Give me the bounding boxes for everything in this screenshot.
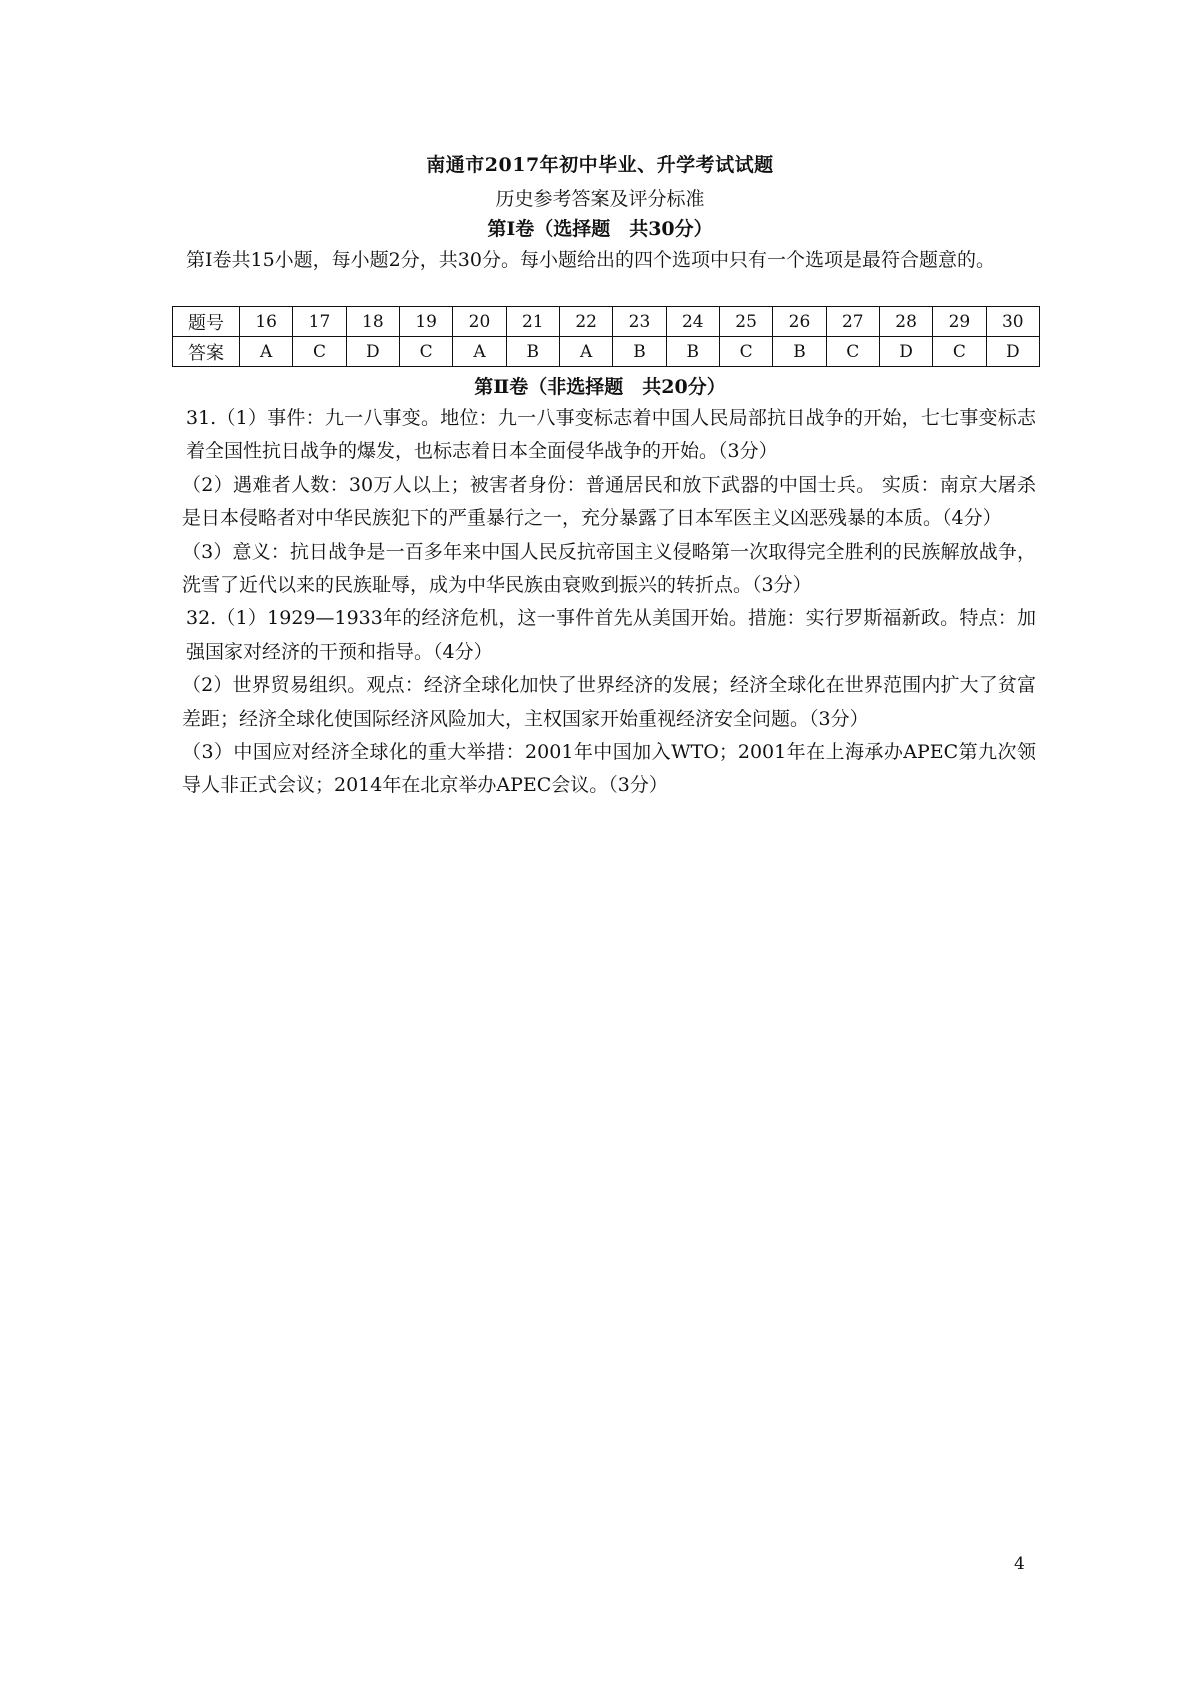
- answer-paragraph: 32.（1）1929—1933年的经济危机，这一事件首先从美国开始。措施：实行罗斯福新政。特点：加强国家对经济的干预和指导。（4分）: [186, 607, 1036, 663]
- table-cell-answer: C: [933, 337, 986, 367]
- table-cell-answer: D: [346, 337, 399, 367]
- table-cell-number: 17: [293, 307, 346, 337]
- table-cell-number: 24: [666, 307, 719, 337]
- table-row-numbers: [173, 307, 1040, 337]
- table-cell-number: 20: [453, 307, 506, 337]
- document-subtitle: 历史参考答案及评分标准: [495, 188, 705, 210]
- table-cell-number: 22: [559, 307, 612, 337]
- part2-answers: [182, 402, 1036, 803]
- table-cell-number: 19: [399, 307, 452, 337]
- table-cell-answer: B: [773, 337, 826, 367]
- table-cell-answer: C: [399, 337, 452, 367]
- part2-title: 第Ⅱ卷（非选择题 共20分）: [474, 376, 726, 398]
- table-cell-answer: A: [559, 337, 612, 367]
- document-title: 南通市2017年初中毕业、升学考试试题: [426, 154, 774, 176]
- table-cell-number: 25: [719, 307, 772, 337]
- answer-paragraph: （2）世界贸易组织。观点：经济全球化加快了世界经济的发展；经济全球化在世界范围内扩大了贫富差距；经济全球化使国际经济风险加大，主权国家开始重视经济安全问题。（3分）: [182, 674, 1036, 730]
- part1-title: 第Ⅰ卷（选择题 共30分）: [487, 218, 713, 240]
- table-cell-number: 16: [240, 307, 293, 337]
- table-cell-number: 28: [879, 307, 932, 337]
- table-cell-number: 27: [826, 307, 879, 337]
- answer-paragraph: （3）意义：抗日战争是一百多年来中国人民反抗帝国主义侵略第一次取得完全胜利的民族解放战争，洗雪了近代以来的民族耻辱，成为中华民族由衰败到振兴的转折点。（3分）: [182, 540, 1036, 597]
- page-number: 4: [1014, 1554, 1025, 1574]
- answer-paragraph: 31.（1）事件：九一八事变。地位：九一八事变标志着中国人民局部抗日战争的开始，七七事变标志着全国性抗日战争的爆发，也标志着日本全面侵华战争的开始。（3分）: [186, 407, 1036, 463]
- answer-table: [172, 306, 1040, 367]
- table-cell-answer: C: [719, 337, 772, 367]
- table-cell-answer: C: [826, 337, 879, 367]
- table-cell-answer: B: [506, 337, 559, 367]
- table-cell-number: 21: [506, 307, 559, 337]
- table-row-label: 答案: [173, 337, 240, 367]
- table-row-answers: [173, 337, 1040, 367]
- table-cell-answer: A: [240, 337, 293, 367]
- table-cell-answer: D: [879, 337, 932, 367]
- answer-paragraph: （3）中国应对经济全球化的重大举措：2001年中国加入WTO；2001年在上海承办APEC第九次领导人非正式会议；2014年在北京举办APEC会议。（3分）: [182, 741, 1036, 797]
- table-cell-number: 18: [346, 307, 399, 337]
- table-cell-answer: B: [666, 337, 719, 367]
- table-cell-number: 29: [933, 307, 986, 337]
- part1-intro: 第Ⅰ卷共15小题，每小题2分，共30分。每小题给出的四个选项中只有一个选项是最符合题意的。: [186, 249, 995, 271]
- answer-paragraph: （2）遇难者人数：30万人以上；被害者身份：普通居民和放下武器的中国士兵。 实质：南京大屠杀是日本侵略者对中华民族犯下的严重暴行之一，充分暴露了日本军医主义凶恶残暴的本质。（4分）: [182, 473, 1036, 530]
- table-cell-answer: A: [453, 337, 506, 367]
- table-cell-number: 30: [986, 307, 1039, 337]
- table-row-label: 题号: [173, 307, 240, 337]
- table-cell-number: 26: [773, 307, 826, 337]
- table-cell-answer: C: [293, 337, 346, 367]
- table-cell-answer: D: [986, 337, 1039, 367]
- table-cell-answer: B: [613, 337, 666, 367]
- table-cell-number: 23: [613, 307, 666, 337]
